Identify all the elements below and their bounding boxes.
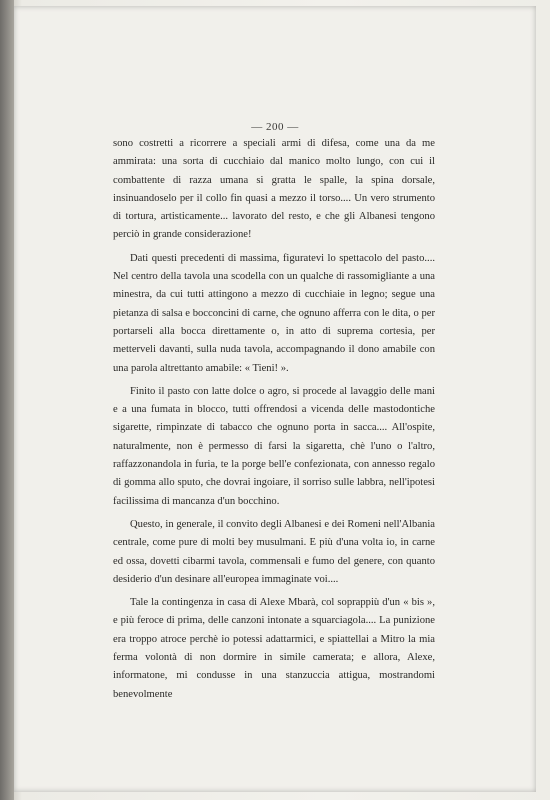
book-spine-edge	[0, 0, 14, 800]
body-text	[113, 135, 435, 704]
page-number: — 200 —	[251, 121, 299, 133]
paragraph-4: Questo, in generale, il convito degli Albanesi e dei Romeni nell'Albania centrale, come pure di molti bey musulmani. E più d'una volta io, in carne ed ossa, dovetti cibarmi tavola, commensali e fumo del genere, con quanto desiderio d'un desinare all'europea immaginate voi....	[113, 518, 435, 585]
paragraph-3: Finito il pasto con latte dolce o agro, si procede al lavaggio delle mani e a una fumata in blocco, tutti offrendosi a vicenda delle mastodontiche sigarette, rimpinzate di tabacco che ognuno porta in sacca.... All'ospite, naturalmente, non è permesso di farsi la sigaretta, chè l'uno o l'altro, raffazzonandola in furia, te la porge bell'e confezionata, con annesso regalo di gomma allo sputo, che dovrai ingoiare, il sorriso sulle labbra, nell'ipotesi facilissima di mancanza d'un bocchino.	[113, 385, 435, 507]
paragraph-2: Dati questi precedenti di massima, figuratevi lo spettacolo del pasto.... Nel centro della tavola una scodella con un qualche di rassomigliante a una minestra, da cui tutti attingono a mezzo di cucchiaie in legno; segue una pietanza di salsa e bocconcini di carne, che ognuno afferra con le dita, o per portarseli alla bocca direttamente o, in atto di suprema cortesia, per metterveli davanti, sulla nuda tavola, accompagnando il dono amabile con una parola altrettanto amabile: « Tieni! ».	[113, 252, 435, 374]
paragraph-1: sono costretti a ricorrere a speciali armi di difesa, come una da me ammirata: una sorta di cucchiaio dal manico molto lungo, con cui il combattente di razza umana si gratta le spalle, la spina dorsale, insinuandoselo per il collo fin quasi a mezzo il torso.... Un vero strumento di tortura, artisticamente... lavorato del resto, e che gli Albanesi tengono perciò in grande considerazione!	[113, 138, 435, 241]
paragraph-5: Tale la contingenza in casa di Alexe Mbarà, col soprappiù d'un « bis », e più feroce di prima, delle canzoni intonate a squarciagola.... La punizione era troppo atroce perchè io potessi adattarmici, e spiattellai a Mitro la mia ferma volontà di non dormire in simile camerata; e allora, Alexe, informatone, mi condusse in una stanzuccia attigua, mostrandomi benevolmente	[113, 597, 435, 700]
